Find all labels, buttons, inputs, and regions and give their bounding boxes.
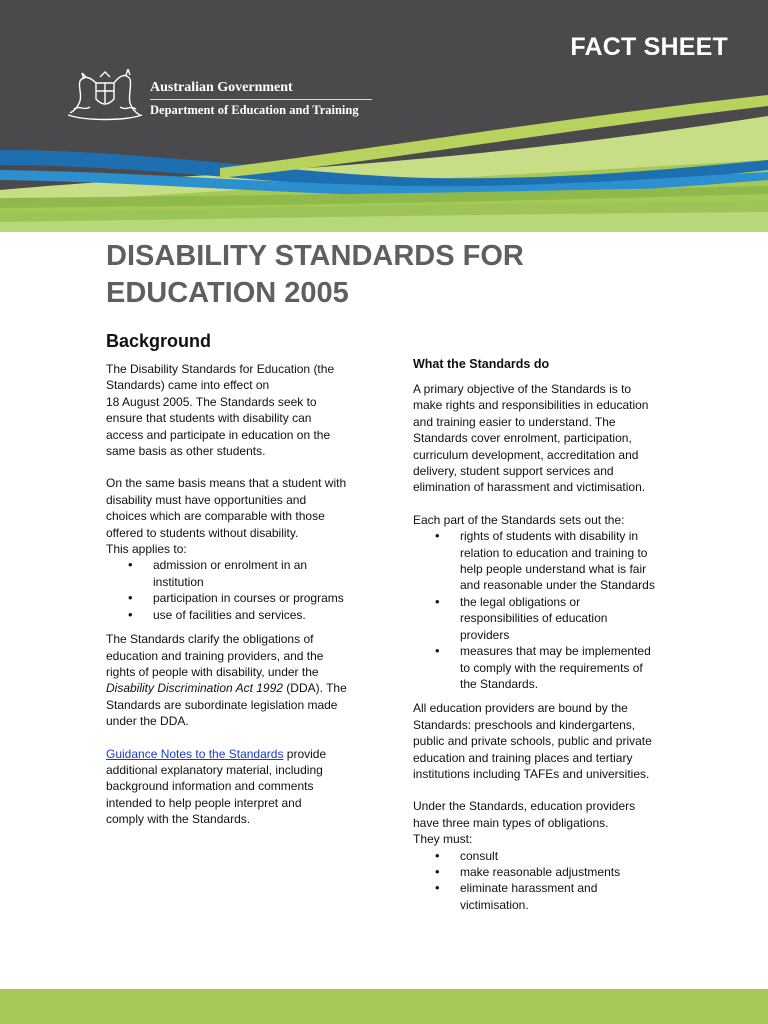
title-line-2: EDUCATION 2005: [106, 277, 349, 309]
header-banner: [0, 0, 768, 232]
list-item: • consult: [413, 848, 685, 864]
fact-sheet-label: FACT SHEET: [570, 33, 728, 61]
background-heading: Background: [106, 331, 212, 351]
header-divider: [150, 99, 372, 100]
coat-of-arms-icon: [66, 69, 144, 121]
background-paragraph-1: The Disability Standards for Education (the Standards) came into effect on 18 August 2005. The Standards seek to ensure that students with disability can access and participate in education on the same basis as other students.: [106, 362, 335, 459]
background-paragraph-2: On the same basis means that a student with disability must have opportunities and choices which are comparable with those offered to students without disability. This applies to:: [106, 476, 347, 557]
page-title: [106, 238, 666, 312]
list-item: • the legal obligations or responsibilities of education providers: [413, 594, 685, 643]
right-column: [413, 356, 685, 913]
list-item: • measures that may be implemented to comply with the requirements of the Standards.: [413, 643, 685, 692]
background-paragraph-3: The Standards clarify the obligations of education and training providers, and the rights of people with disability, under the Disability Discrimination Act 1992 (DDA). The Standards are subordinate legislation made under the DDA.: [106, 632, 347, 729]
applies-to-list: [106, 557, 378, 623]
list-item: • admission or enrolment in an institution: [106, 557, 378, 590]
department-name: Department of Education and Training: [150, 103, 359, 117]
standards-paragraph-2: Each part of the Standards sets out the:: [413, 512, 625, 527]
obligations-list: [413, 848, 685, 914]
what-standards-do-heading: What the Standards do: [413, 357, 550, 371]
government-name: Australian Government: [150, 80, 293, 95]
footer-bar: [0, 989, 768, 1024]
left-column: [106, 330, 378, 828]
list-item: • make reasonable adjustments: [413, 864, 685, 880]
list-item: • eliminate harassment and victimisation.: [413, 880, 685, 913]
list-item: • participation in courses or programs: [106, 590, 378, 606]
guidance-notes-link[interactable]: Guidance Notes to the Standards: [106, 746, 284, 761]
standards-paragraph-4: Under the Standards, education providers have three main types of obligations. They must:: [413, 799, 636, 847]
standards-paragraph-3: All education providers are bound by the Standards: preschools and kindergartens, public and private schools, public and private education and training places and tertiary institutions including TAFEs and universities.: [413, 701, 652, 781]
standards-parts-list: [413, 528, 685, 692]
list-item: • rights of students with disability in relation to education and training to help people understand what is fair and reasonable under the Standards: [413, 528, 685, 594]
act-title: Disability Discrimination Act 1992: [106, 681, 283, 696]
background-paragraph-4: Guidance Notes to the Standards provide additional explanatory material, including background information and comments intended to help people interpret and comply with the Standards.: [106, 746, 327, 827]
title-line-1: DISABILITY STANDARDS FOR: [106, 240, 524, 272]
list-item: • use of facilities and services.: [106, 607, 378, 623]
standards-paragraph-1: A primary objective of the Standards is to make rights and responsibilities in education and training easier to understand. The Standards cover enrolment, participation, curriculum development, accreditation and delivery, student support services and elimination of harassment and victimisation.: [413, 382, 649, 495]
